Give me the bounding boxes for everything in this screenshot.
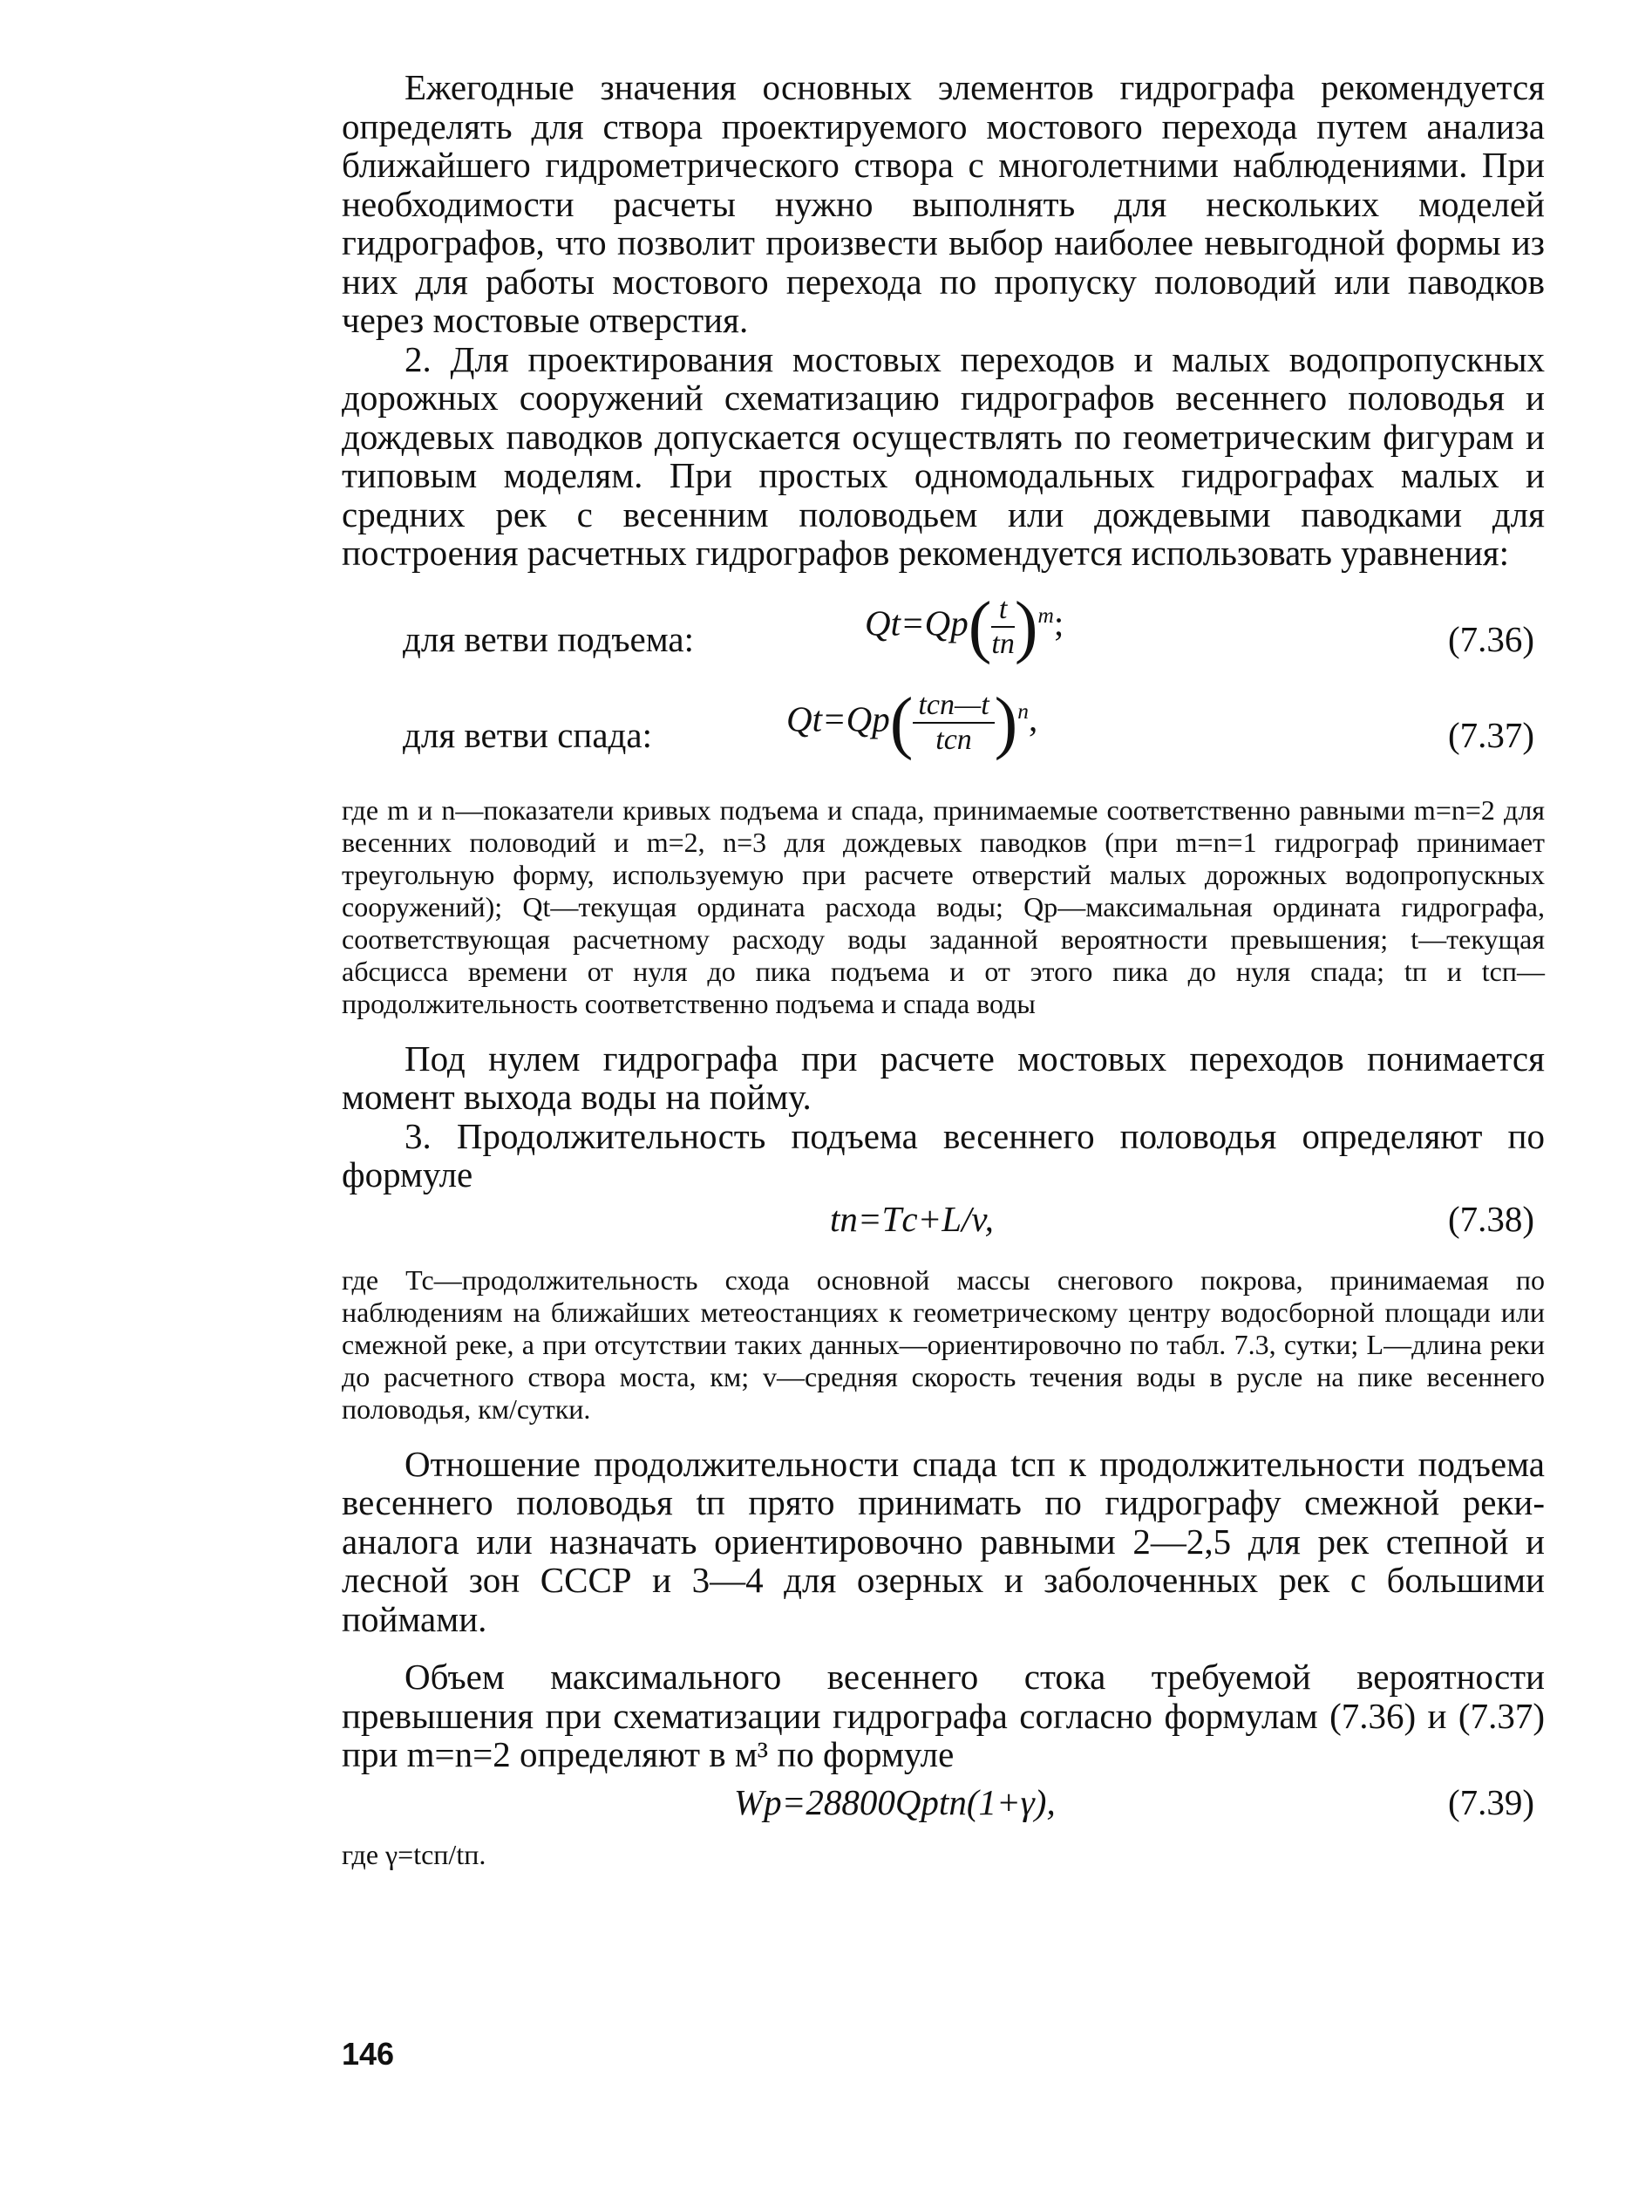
footnote-gamma: где γ=tсп/tп. xyxy=(342,1838,486,1870)
equation-7-38 xyxy=(342,1194,1545,1256)
equation-formula: Qt=Qр( $\frac{t}{tп}$ )$^m$; xyxy=(865,588,1064,665)
equation-7-37 xyxy=(342,684,1545,775)
fraction: $\frac{t}{tп}$ xyxy=(991,592,1015,660)
equation-number: (7.39) xyxy=(1447,1781,1534,1822)
equation-formula: Qt=Qр( $\frac{\text{tсп—t}}{\text{tсп}}$ )$^n$, xyxy=(786,684,1038,761)
paragraph-3: Под нулем гидрографа при расчете мостовых переходов понимается момент выхода воды на пойму. xyxy=(342,1038,1545,1117)
paragraph-6: Объем максимального весеннего стока требуемой вероятности превышения при схематизации гидрографа согласно формулам (7.36) и (7.37) при m=n=2 определяют в м³ по формуле xyxy=(342,1657,1545,1774)
fraction: $\frac{\text{tсп—t}}{\text{tсп}}$ xyxy=(913,689,994,757)
paragraph-5: Отношение продолжительности спада tсп к продолжительности подъема весеннего половодья tп прято принимать по гидрографу смежной реки-аналога или назначать ориентировочно равными 2—2,5 для рек степной и лесной зон СССР и 3—4 для озерных и заболоченных рек с большими поймами. xyxy=(342,1443,1545,1639)
paragraph-2: 2. Для проектирования мостовых переходов и малых водопропускных дорожных сооружений схематизацию гидрографов весеннего половодья и дождевых паводков допускается осуществлять по геометрическим фигурам и типовым моделям. При простых одномодальных гидрографах малых и средних рек с весенним половодьем или дождевыми паводками для построения расчетных гидрографов рекомендуется использовать уравнения: xyxy=(342,338,1545,573)
paragraph-4: 3. Продолжительность подъема весеннего половодья определяют по формуле xyxy=(342,1115,1545,1194)
equation-number: (7.37) xyxy=(1447,714,1534,755)
page-content xyxy=(342,68,1545,1871)
equation-number: (7.36) xyxy=(1447,618,1534,659)
footnote-definitions-1: где m и n—показатели кривых подъема и спада, принимаемые соответственно равными m=n=2 для весенних половодий и m=2, n=3 для дождевых паводков (при m=n=1 гидрограф принимает треугольную форму, используемую при расчете отверстий малых дорожных водопропускных сооружений); Qt—текущая ордината расхода воды; Qр—максимальная ордината гидрографа, соответствующая расчетному расходу воды заданной вероятности превышения; t—текущая абсцисса времени от нуля до пика подъема и от этого пика до нуля спада; tп и tсп—продолжительность соответственно подъема и спада воды xyxy=(342,793,1546,1019)
equation-number: (7.38) xyxy=(1447,1198,1534,1239)
footnote-definitions-2: где Тс—продолжительность схода основной массы снегового покрова, принимаемая по наблюдениям на ближайших метеостанциях к геометрическому центру водосборной площади или смежной реке, а при отсутствии таких данных—ориентировочно по табл. 7.3, сутки; L—длина реки до расчетного створа моста, км; v—средняя скорость течения воды в русле на пике весеннего половодья, км/сутки. xyxy=(342,1263,1545,1425)
equation-formula: Wр=28800Qрtп(1+γ), xyxy=(734,1781,1056,1822)
equation-formula: tп=Tс+L/v, xyxy=(830,1198,994,1239)
paragraph-1: Ежегодные значения основных элементов гидрографа рекомендуется определять для створа проектируемого мостового перехода путем анализа ближайшего гидрометрического створа с многолетними наблюдениями. При необходимости расчеты нужно выполнять для нескольких моделей гидрографов, что позволит произвести выбор наиболее невыгодной формы из них для работы мостового перехода по пропуску половодий или паводков через мостовые отверстия. xyxy=(342,67,1545,340)
equation-7-39 xyxy=(342,1774,1545,1835)
page-number: 146 xyxy=(342,2036,395,2072)
equation-7-36 xyxy=(342,588,1545,679)
equation-label: для ветви спада: xyxy=(403,714,652,755)
equation-label: для ветви подъема: xyxy=(403,618,694,659)
